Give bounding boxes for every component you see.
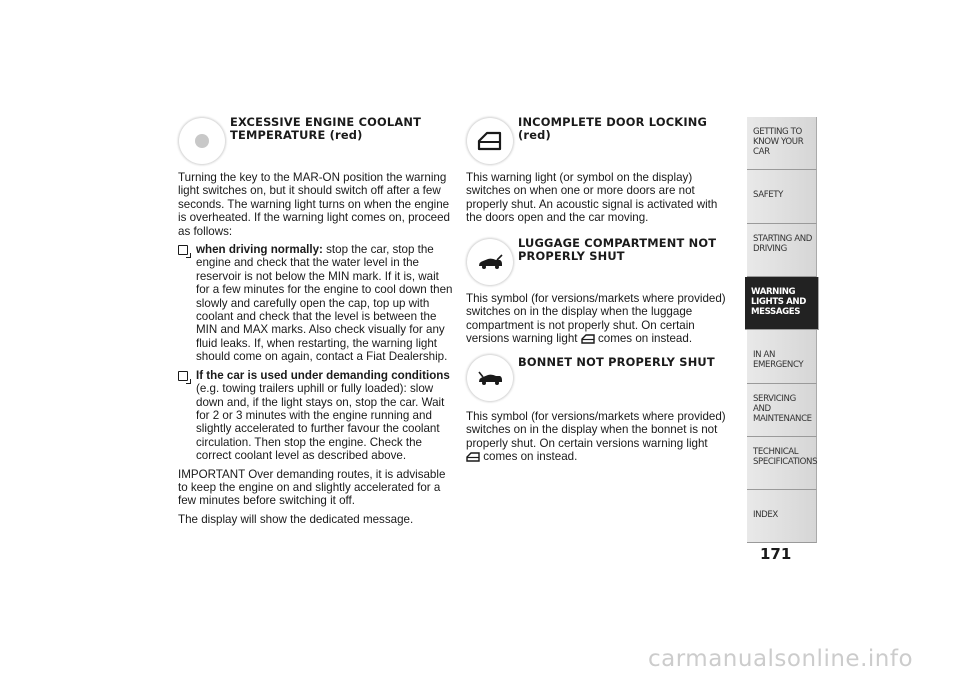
tab-emergency[interactable]: IN AN EMERGENCY xyxy=(747,330,817,384)
bullet-demanding-conditions xyxy=(178,369,454,463)
tab-index[interactable]: INDEX xyxy=(747,490,817,543)
bonnet-heading: BONNET NOT PROPERLY SHUT xyxy=(518,355,715,369)
luggage-warning-icon xyxy=(467,239,513,285)
bullet-bold-label: when driving normally: xyxy=(196,243,323,257)
tab-servicing[interactable]: SERVICING AND MAINTENANCE xyxy=(747,384,817,437)
coolant-warning-icon xyxy=(179,118,225,164)
bonnet-open-icon xyxy=(467,355,513,401)
tab-warning-lights[interactable]: WARNING LIGHTS AND MESSAGES xyxy=(745,277,819,330)
checkbox-bullet-icon xyxy=(178,371,188,381)
bullet-driving-normally xyxy=(178,243,454,364)
bullet-text: stop the car, stop the engine and check that the water level in the reservoir is not below the MIN mark. If it is, wait for a few minutes for the engine to cool down then slowly and carefully open the cap, top up with coolant and check that the level is between the MIN and MAX marks. Also check visually for any fluid leaks. If, when restarting, the warning light should come on again, contact a Fiat Dealership. xyxy=(196,243,453,364)
luggage-heading: LUGGAGE COMPARTMENT NOT PROPERLY SHUT xyxy=(518,236,717,263)
left-column-text xyxy=(178,171,454,531)
tab-safety[interactable]: SAFETY xyxy=(747,170,817,224)
door-open-icon xyxy=(466,451,480,462)
door-open-icon xyxy=(467,118,513,164)
bullet-bold-label: If the car is used under demanding conditions xyxy=(196,368,450,382)
luggage-text-b: comes on instead. xyxy=(597,332,693,346)
bonnet-text-a: This symbol (for versions/markets where provided) switches on in the display when the bonnet is not properly shut. On certain versions warning light xyxy=(466,410,726,450)
bonnet-text xyxy=(466,410,736,464)
luggage-text-a: This symbol (for versions/markets where provided) switches on in the display when the luggage compartment is not properly shut. On certain versions warning light xyxy=(466,292,726,346)
coolant-intro: Turning the key to the MAR-ON position the warning light switches on, but it should switch off after a few seconds. The warning light turns on when the engine is overheated. If the warning light comes on, proceed as follows: xyxy=(178,171,450,238)
door-warning-icon xyxy=(467,118,513,164)
coolant-heading: EXCESSIVE ENGINE COOLANT TEMPERATURE (red) xyxy=(230,115,422,142)
bonnet-warning-icon xyxy=(467,355,513,401)
page-number: 171 xyxy=(760,545,792,563)
important-note: IMPORTANT Over demanding routes, it is advisable to keep the engine on and slightly accelerated for a few minutes before switching it off. xyxy=(178,467,446,508)
luggage-open-icon xyxy=(467,239,513,285)
display-note: The display will show the dedicated message. xyxy=(178,512,414,526)
watermark: carmanualsonline.info xyxy=(648,646,914,672)
door-text: This warning light (or symbol on the display) switches on when one or more doors are not properly shut. An acoustic signal is activated with the doors open and the car moving. xyxy=(466,171,718,225)
door-open-icon xyxy=(581,333,595,344)
tab-starting-driving[interactable]: STARTING AND DRIVING xyxy=(747,224,817,277)
tab-getting-to-know[interactable]: GETTING TO KNOW YOUR CAR xyxy=(747,117,817,170)
luggage-text xyxy=(466,292,736,346)
door-heading: INCOMPLETE DOOR LOCKING (red) xyxy=(518,115,708,142)
checkbox-bullet-icon xyxy=(178,245,188,255)
tab-technical[interactable]: TECHNICAL SPECIFICATIONS xyxy=(747,437,817,490)
bullet-text: (e.g. towing trailers uphill or fully loaded): slow down and, if the light stays on, stop the car. Wait for 2 or 3 minutes with the engine running and slightly accelerated to further favour the coolant circulation. Then stop the engine. Check the correct coolant level as described above. xyxy=(196,382,445,463)
bonnet-text-b: comes on instead. xyxy=(483,450,578,464)
